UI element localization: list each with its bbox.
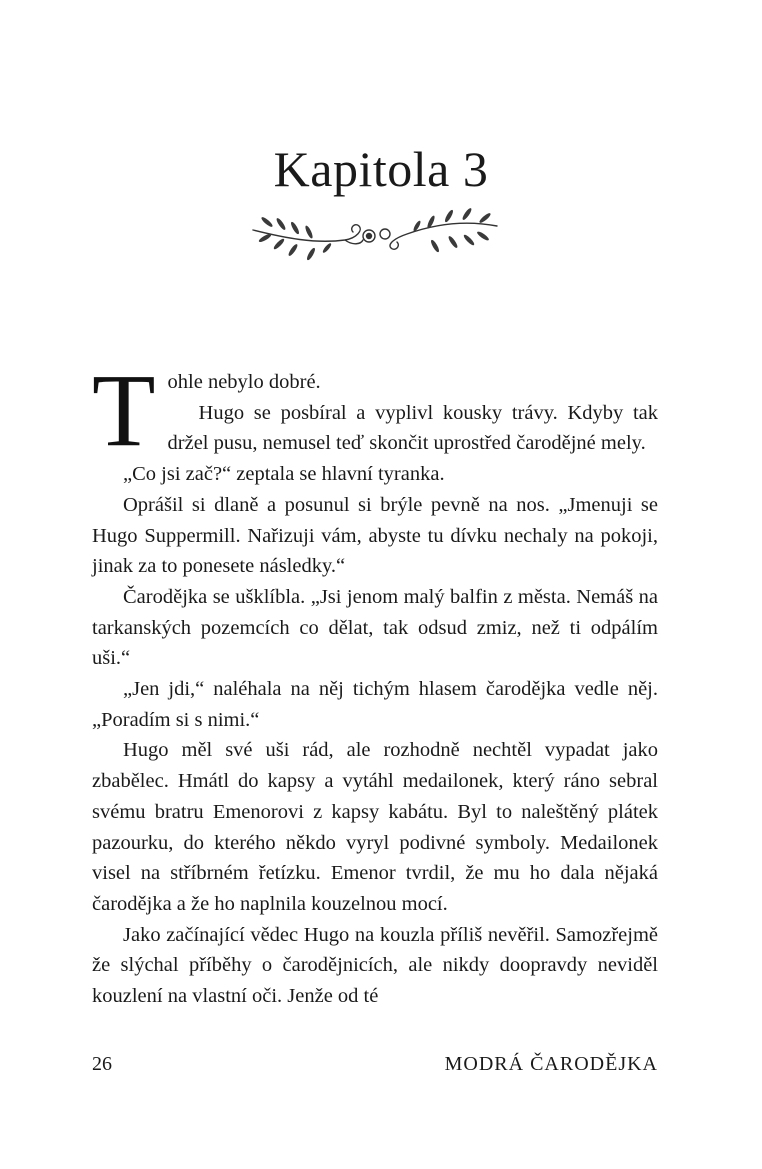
drop-cap: T — [92, 353, 156, 468]
running-title: MODRÁ ČARODĚJKA — [444, 1053, 658, 1075]
paragraph: Hugo se posbíral a vyplivl kousky trávy. Kdyby tak držel pusu, nemusel teď skončit uprostřed čarodějné mely. — [167, 401, 658, 455]
paragraph: Oprášil si dlaně a posunul si brýle pevně na nos. „Jmenuji se Hugo Suppermill. Nařizuji vám, abyste tu dívku nechaly na pokoji, jinak za to ponesete následky.“ — [92, 493, 658, 578]
paragraph: Čarodějka se ušklíbla. „Jsi jenom malý balfin z města. Nemáš na tarkanských pozemcích co dělat, tak odsud zmiz, než ti odpálím uši.“ — [92, 585, 658, 670]
paragraph: Hugo měl své uši rád, ale rozhodně nechtěl vypadat jako zbabělec. Hmátl do kapsy a vytáhl medailonek, který ráno sebral svému bratru Emenorovi z kapsy kabátu. Byl to naleštěný plátek pazourku, do kterého někdo vyryl podivné symboly. Medailonek visel na stříbrném řetízku. Emenor tvrdil, že mu ho dala nějaká čarodějka a že ho naplnila kouzelnou mocí. — [92, 739, 658, 915]
opening-line: ohle nebylo dobré. — [167, 371, 321, 393]
page-number: 26 — [92, 1053, 112, 1075]
floral-divider-icon — [245, 200, 505, 272]
chapter-title: Kapitola 3 — [273, 141, 489, 197]
paragraph: „Jen jdi,“ naléhala na něj tichým hlasem čarodějka vedle něj. „Poradím si s nimi.“ — [92, 678, 658, 731]
paragraph: „Co jsi zač?“ zeptala se hlavní tyranka. — [123, 463, 445, 486]
paragraph: Jako začínající vědec Hugo na kouzla příliš nevěřil. Samozřejmě že slýchal příběhy o čarodějnicích, ale nikdy doopravdy neviděl kouzlení na vlastní oči. Jenže od té — [92, 923, 658, 1008]
chapter-body — [92, 353, 658, 1012]
